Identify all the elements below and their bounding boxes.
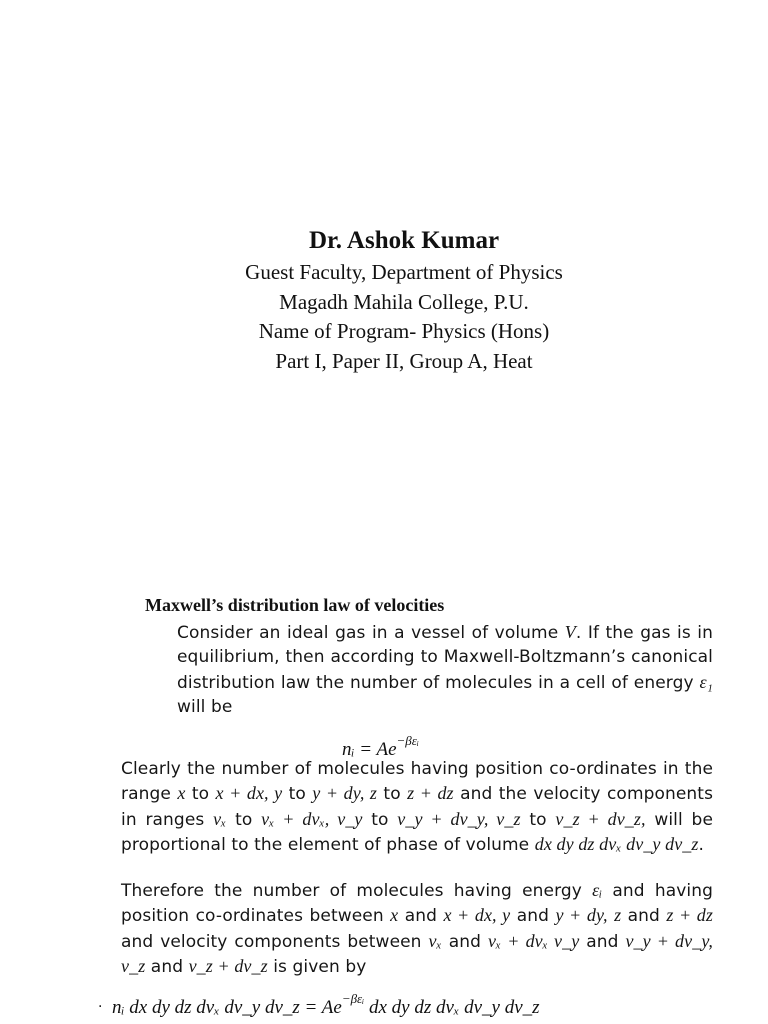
math-run: x + dx, y: [443, 905, 511, 926]
author-affiliation: Guest Faculty, Department of Physics: [245, 260, 563, 284]
math-run: y + dy, z: [312, 783, 378, 804]
text-run: to: [185, 784, 216, 805]
text-run: to: [520, 809, 556, 830]
math-run: v_y + dv_y, v_z: [397, 808, 521, 829]
math-run: z: [614, 905, 622, 926]
text-run: is given by: [267, 956, 367, 977]
author-name: Dr. Ashok Kumar: [308, 227, 500, 254]
bullet-dot-icon: ·: [98, 999, 103, 1015]
text-run: and: [621, 906, 667, 927]
math-run: vₓ + dvₓ v_y: [487, 930, 580, 951]
equation-distribution: [112, 991, 540, 1019]
equation-exponent: −βεᵢ: [396, 733, 419, 748]
text-run: to: [282, 784, 313, 805]
math-run: x + dx, y: [215, 783, 283, 804]
math-run: vₓ: [428, 930, 442, 951]
text-run: and velocity components between: [121, 931, 429, 952]
paragraph-energy-text: [77, 878, 713, 979]
math-run: v_z + dv_z: [188, 955, 268, 976]
paper-info: Part I, Paper II, Group A, Heat: [275, 348, 533, 373]
equation-exponent: −βεᵢ: [341, 991, 365, 1006]
math-run: x: [177, 783, 186, 804]
title-block: [0, 226, 768, 376]
text-run: to: [226, 809, 262, 830]
text-run: Clearly the number of molecules having position co-ordinates in the range: [121, 759, 713, 805]
math-run: vₓ + dvₓ, v_y: [261, 808, 363, 829]
equation-lhs: nᵢ dx dy dz dvₓ dv_y dv_z = Ae: [112, 997, 342, 1018]
text-run: and having position co-ordinates between: [121, 881, 713, 927]
math-run: V: [564, 622, 576, 642]
math-run: ε₁: [699, 671, 713, 692]
math-run: y + dy,: [555, 905, 608, 926]
text-run: Therefore the number of molecules having energy: [121, 881, 593, 901]
paragraph-energy: [77, 878, 713, 979]
text-run: Consider an ideal gas in a vessel of volume: [177, 623, 565, 643]
math-run: z + dz: [407, 783, 454, 804]
text-run: and: [579, 931, 626, 952]
math-run: v_z + dv_z,: [555, 808, 646, 829]
program-name: Name of Program- Physics (Hons): [258, 319, 550, 343]
equation-rhs: dx dy dz dvₓ dv_y dv_z: [364, 997, 540, 1018]
text-run: .: [698, 834, 705, 855]
paragraph-intro-text: [77, 620, 713, 719]
text-run: and: [398, 906, 444, 927]
math-run: z + dz: [666, 905, 714, 926]
math-run: vₓ: [213, 808, 227, 829]
paragraph-phase-space: [77, 757, 713, 857]
math-run: εᵢ: [592, 880, 603, 900]
section-heading: Maxwell’s distribution law of velocities: [145, 595, 445, 615]
text-run: and: [510, 906, 556, 927]
math-run: x: [390, 905, 399, 926]
college-name: Magadh Mahila College, P.U.: [279, 289, 529, 314]
text-run: will be: [177, 696, 233, 717]
text-run: and: [145, 956, 189, 977]
text-run: and the velocity components in ranges: [121, 784, 714, 830]
text-run: . If the gas is in equilibrium, then according to Maxwell-Boltzmann’s canonical distribution law the number of molecules in a cell of energy: [177, 623, 713, 693]
math-run: dx dy dz dvₓ dv_y dv_z: [534, 833, 699, 854]
equation-lhs: nᵢ = Ae: [342, 739, 397, 760]
paragraph-phase-space-text: [77, 757, 713, 857]
text-run: to: [362, 809, 398, 830]
paragraph-intro: [77, 620, 713, 719]
math-run: v_y + dv_y, v_z: [121, 930, 714, 976]
text-run: to: [377, 784, 408, 805]
text-run: and: [441, 931, 488, 952]
text-run: will be proportional to the element of phase of volume: [121, 809, 714, 855]
